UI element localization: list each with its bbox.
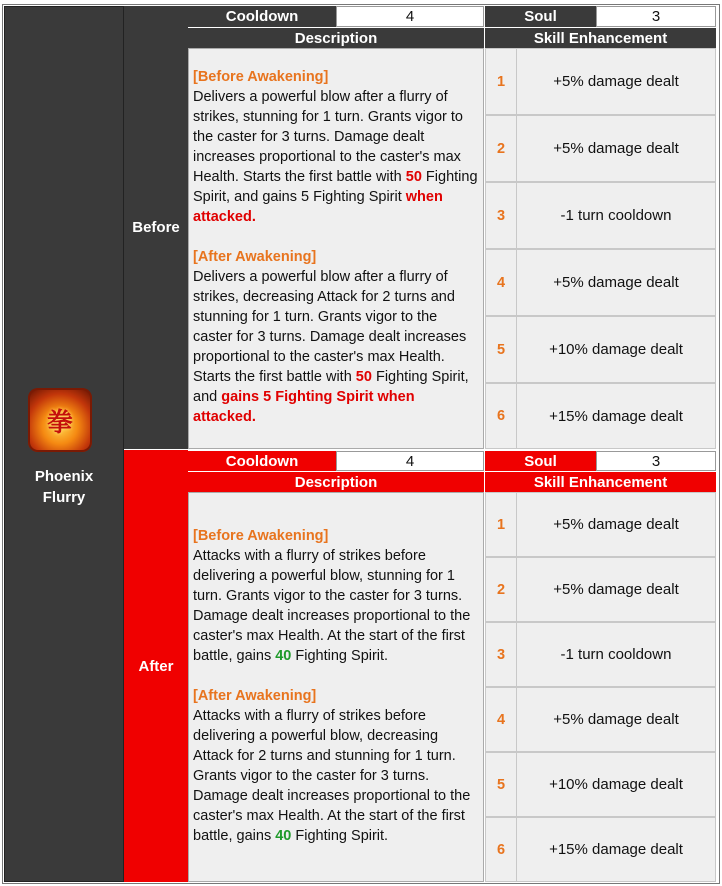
- cooldown-value: 4: [336, 6, 484, 27]
- cooldown-label: Cooldown: [188, 6, 336, 27]
- enhancement-row: 4 +5% damage dealt: [485, 249, 716, 316]
- after-awakening-title: [After Awakening]: [193, 688, 317, 704]
- before-awakening-text: Attacks with a flurry of strikes before delivering a powerful blow, stunning for 1 turn. Grants vigor to the caster for 3 turns. Damage dealt increases proportional to the caster's max Health. At the start of the first battle, gains 40 Fighting Spirit.: [193, 548, 471, 664]
- enhancement-row: 3 -1 turn cooldown: [485, 182, 716, 249]
- enhancement-row: 1 +5% damage dealt: [485, 48, 716, 115]
- soul-value: 3: [596, 6, 716, 27]
- cooldown-label: Cooldown: [188, 451, 336, 471]
- before-awakening-title: [Before Awakening]: [193, 69, 329, 85]
- soul-label: Soul: [485, 6, 596, 27]
- before-awakening-title: [Before Awakening]: [193, 528, 329, 544]
- fist-flame-icon: 拳: [28, 388, 92, 452]
- enhancement-row: 5 +10% damage dealt: [485, 316, 716, 383]
- enhancement-row: 5 +10% damage dealt: [485, 752, 716, 817]
- enhancement-row: 3 -1 turn cooldown: [485, 622, 716, 687]
- description-header: Description: [188, 472, 484, 492]
- before-awakening-text: Delivers a powerful blow after a flurry of strikes, stunning for 1 turn. Grants vigor to the caster for 3 turns. Damage dealt increases proportional to the caster's max Health. Starts the first battle with 50 Fighting Spirit, and gains 5 Fighting Spirit when attacked.: [193, 89, 478, 225]
- description-cell: [188, 48, 484, 449]
- enhancement-header: Skill Enhancement: [485, 472, 716, 492]
- soul-value: 3: [596, 451, 716, 471]
- enhancement-row: 2 +5% damage dealt: [485, 557, 716, 622]
- enhancement-row: 4 +5% damage dealt: [485, 687, 716, 752]
- enhancement-row: 2 +5% damage dealt: [485, 115, 716, 182]
- enhancement-row: 6 +15% damage dealt: [485, 383, 716, 449]
- description-cell: [188, 492, 484, 882]
- after-awakening-text: Delivers a powerful blow after a flurry of strikes, decreasing Attack for 2 turns and stunning for 1 turn. Grants vigor to the caster for 3 turns. Damage dealt increases proportional to the caster's max Health. Starts the first battle with 50 Fighting Spirit, and gains 5 Fighting Spirit when attacked.: [193, 269, 469, 425]
- soul-label: Soul: [485, 451, 596, 471]
- cooldown-value: 4: [336, 451, 484, 471]
- phase-label-before: Before: [124, 6, 188, 449]
- after-awakening-text: Attacks with a flurry of strikes before delivering a powerful blow, decreasing Attack for 2 turns and stunning for 1 turn. Grants vigor to the caster for 3 turns. Damage dealt increases proportional to the caster's max Health. At the start of the first battle, gains 40 Fighting Spirit.: [193, 708, 471, 844]
- enhancement-row: 1 +5% damage dealt: [485, 492, 716, 557]
- skill-name: Phoenix Flurry: [34, 468, 94, 506]
- phase-label-after: After: [124, 450, 188, 882]
- enhancement-header: Skill Enhancement: [485, 28, 716, 48]
- enhancement-row: 6 +15% damage dealt: [485, 817, 716, 882]
- description-header: Description: [188, 28, 484, 48]
- after-awakening-title: [After Awakening]: [193, 249, 317, 265]
